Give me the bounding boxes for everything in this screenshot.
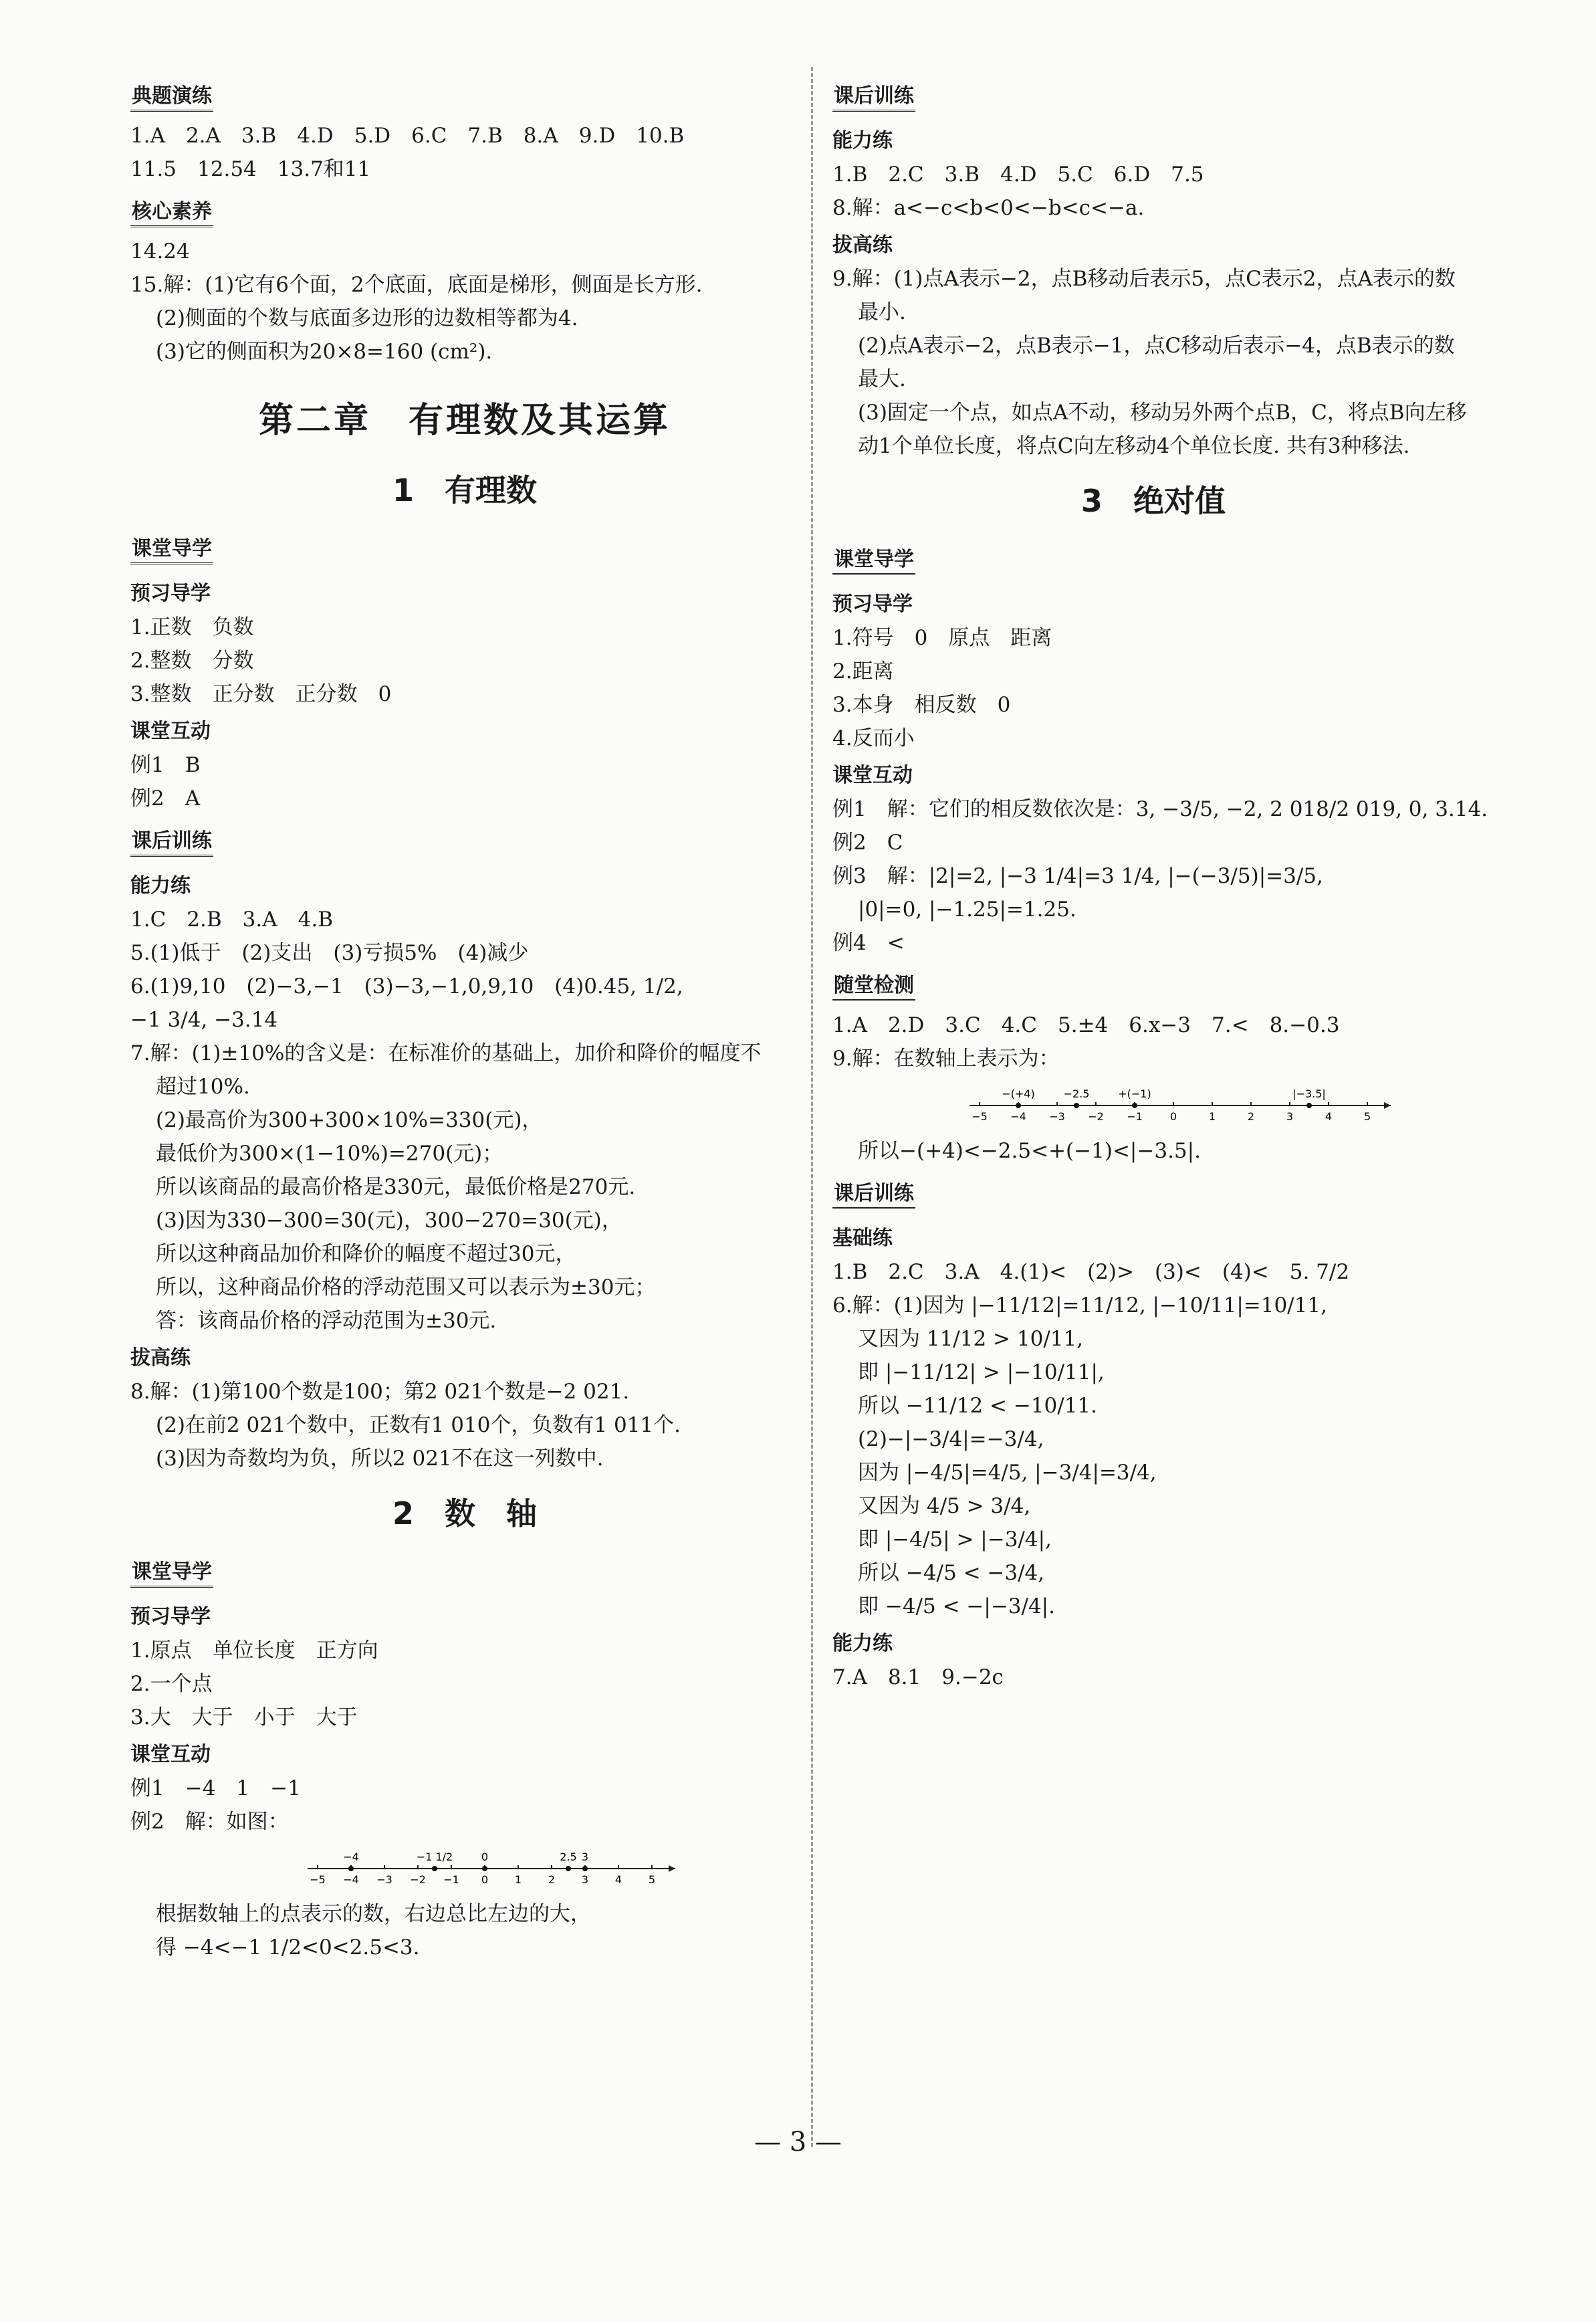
section-heading: 课后训练 bbox=[832, 1176, 915, 1209]
subsection-heading: 课堂互动 bbox=[130, 720, 211, 743]
answer-line: 例1 解：它们的相反数依次是：3, −3/5, −2, 2 018/2 019, 0, 3.14. bbox=[832, 797, 1488, 821]
number-line-point-label: −(+4) bbox=[1002, 1087, 1035, 1100]
section-heading: 课堂导学 bbox=[130, 1555, 213, 1588]
answer-line: 1.A 2.D 3.C 4.C 5.±4 6.x−3 7.< 8.−0.3 bbox=[832, 1013, 1340, 1037]
subsection-heading: 预习导学 bbox=[130, 582, 211, 605]
answer-line: 1.正数 负数 bbox=[130, 615, 254, 639]
answer-line: 例2 解：如图： bbox=[130, 1810, 289, 1834]
number-line-point bbox=[348, 1866, 354, 1871]
answer-line: (2)在前2 021个数中，正数有1 010个，负数有1 011个. bbox=[156, 1413, 681, 1437]
answer-line: 所以这种商品加价和降价的幅度不超过30元， bbox=[156, 1242, 576, 1266]
subsection-heading: 预习导学 bbox=[832, 593, 913, 616]
number-line-point-label: −2.5 bbox=[1063, 1087, 1090, 1100]
number-line-point bbox=[1016, 1103, 1021, 1108]
number-line-arrow bbox=[669, 1865, 675, 1872]
number-line-tick-label: 5 bbox=[648, 1873, 656, 1886]
answer-line: 2.整数 分数 bbox=[130, 649, 254, 673]
section-heading: 随堂检测 bbox=[832, 968, 915, 1001]
section-heading: 课堂导学 bbox=[832, 542, 915, 575]
section-heading: 课后训练 bbox=[130, 824, 213, 857]
number-line-tick-label: 3 bbox=[581, 1873, 589, 1886]
number-line-tick-label: −4 bbox=[343, 1873, 359, 1886]
number-line-tick-label: −3 bbox=[376, 1873, 392, 1886]
answer-line: 即 |−11/12| > |−10/11|, bbox=[858, 1360, 1105, 1384]
answer-line: 又因为 11/12 > 10/11, bbox=[858, 1327, 1084, 1351]
subsection-heading: 预习导学 bbox=[130, 1605, 211, 1628]
answer-line: 8.解：a<−c<b<0<−b<c<−a. bbox=[832, 196, 1145, 220]
subsection-heading: 课堂互动 bbox=[130, 1743, 211, 1766]
number-line-tick-label: 2 bbox=[548, 1873, 556, 1886]
number-line-tick-label: −5 bbox=[310, 1873, 326, 1886]
number-line-tick-label: −5 bbox=[972, 1110, 988, 1123]
answer-line: 1.原点 单位长度 正方向 bbox=[130, 1639, 378, 1663]
page-number: — 3 — bbox=[754, 2127, 842, 2157]
answer-line: 例1 −4 1 −1 bbox=[130, 1776, 301, 1800]
answer-line: 例2 C bbox=[832, 831, 903, 855]
answer-line: 4.反而小 bbox=[832, 726, 915, 750]
answer-line: 1.B 2.C 3.A 4.(1)< (2)> (3)< (4)< 5. 7/2 bbox=[832, 1260, 1350, 1284]
answer-line: (3)因为奇数均为负，所以2 021不在这一列数中. bbox=[156, 1447, 604, 1471]
number-line-point bbox=[1074, 1103, 1079, 1108]
answer-line: 根据数轴上的点表示的数，右边总比左边的大， bbox=[156, 1902, 591, 1926]
number-line-point-label: 0 bbox=[481, 1851, 489, 1863]
answer-line: 例3 解：|2|=2, |−3 1/4|=3 1/4, |−(−3/5)|=3/5, bbox=[832, 864, 1323, 888]
answer-line: 5.(1)低于 (2)支出 (3)亏损5% (4)减少 bbox=[130, 941, 529, 965]
answer-line: 例2 A bbox=[130, 786, 201, 811]
number-line-point-label: |−3.5| bbox=[1292, 1087, 1326, 1100]
number-line-tick-label: 1 bbox=[1208, 1110, 1216, 1123]
number-line-diagram bbox=[966, 1079, 1394, 1126]
number-line-point bbox=[1132, 1103, 1137, 1108]
section-heading: 核心素养 bbox=[130, 195, 213, 227]
answer-line: 3.本身 相反数 0 bbox=[832, 693, 1011, 717]
number-line-tick-label: −3 bbox=[1049, 1110, 1065, 1123]
answer-line: (2)侧面的个数与底面多边形的边数相等都为4. bbox=[156, 306, 578, 330]
answer-line: 最低价为300×(1−10%)=270(元)； bbox=[156, 1142, 503, 1166]
answer-line: 1.B 2.C 3.B 4.D 5.C 6.D 7.5 bbox=[832, 163, 1204, 187]
subsection-heading: 能力练 bbox=[832, 1632, 893, 1655]
number-line-point-label: 2.5 bbox=[560, 1851, 577, 1863]
section-heading: 课后训练 bbox=[832, 79, 915, 112]
lesson-title: 2 数 轴 bbox=[392, 1495, 537, 1532]
answer-line: 所以，这种商品价格的浮动范围又可以表示为±30元； bbox=[156, 1275, 656, 1299]
answer-line: (3)固定一个点，如点A不动，移动另外两个点B，C，将点B向左移 bbox=[858, 401, 1467, 425]
number-line-tick-label: 5 bbox=[1363, 1110, 1371, 1123]
subsection-heading: 课堂互动 bbox=[832, 764, 913, 787]
answer-line: 2.一个点 bbox=[130, 1672, 213, 1696]
answer-line: 1.符号 0 原点 距离 bbox=[832, 626, 1052, 650]
answer-line: 15.解：(1)它有6个面，2个底面，底面是梯形，侧面是长方形. bbox=[130, 273, 703, 297]
answer-line: 所以该商品的最高价格是330元，最低价格是270元. bbox=[156, 1175, 636, 1199]
answer-line: 1.A 2.A 3.B 4.D 5.D 6.C 7.B 8.A 9.D 10.B bbox=[130, 124, 685, 148]
answer-line: 所以 −11/12 < −10/11. bbox=[858, 1394, 1098, 1418]
number-line-arrow bbox=[1384, 1102, 1391, 1109]
subsection-heading: 拔高练 bbox=[130, 1346, 191, 1370]
answer-line: 因为 |−4/5|=4/5, |−3/4|=3/4, bbox=[858, 1461, 1157, 1485]
answer-line: (2)−|−3/4|=−3/4, bbox=[858, 1427, 1044, 1451]
answer-line: 即 |−4/5| > |−3/4|, bbox=[858, 1527, 1052, 1552]
answer-line: 3.整数 正分数 正分数 0 bbox=[130, 682, 392, 706]
answer-line: 例1 B bbox=[130, 753, 201, 777]
number-line-point bbox=[1306, 1103, 1312, 1108]
lesson-title: 1 有理数 bbox=[392, 472, 537, 508]
lesson-title: 3 绝对值 bbox=[1080, 483, 1226, 519]
answer-line: 得 −4<−1 1/2<0<2.5<3. bbox=[156, 1935, 420, 1960]
number-line-tick-label: 2 bbox=[1247, 1110, 1255, 1123]
number-line-point-label: 3 bbox=[581, 1851, 589, 1863]
number-line-point-label: −4 bbox=[343, 1851, 359, 1863]
column-divider bbox=[811, 67, 813, 2147]
answer-line: 即 −4/5 < −|−3/4|. bbox=[858, 1594, 1055, 1618]
answer-line: 最大. bbox=[858, 367, 906, 391]
answer-line: 超过10%. bbox=[156, 1075, 250, 1099]
number-line-point-label: −1 1/2 bbox=[416, 1851, 453, 1863]
number-line-tick-label: −2 bbox=[410, 1873, 426, 1886]
answer-line: 9.解：在数轴上表示为： bbox=[832, 1047, 1060, 1071]
answer-line: 又因为 4/5 > 3/4, bbox=[858, 1494, 1031, 1518]
answer-line: 所以 −4/5 < −3/4, bbox=[858, 1561, 1045, 1585]
subsection-heading: 能力练 bbox=[130, 874, 191, 898]
number-line-tick-label: 0 bbox=[481, 1873, 489, 1886]
answer-line: 答：该商品价格的浮动范围为±30元. bbox=[156, 1309, 497, 1333]
number-line-tick-label: −1 bbox=[443, 1873, 459, 1886]
answer-line: (3)因为330−300=30(元)，300−270=30(元)， bbox=[156, 1208, 622, 1233]
number-line-tick-label: 4 bbox=[614, 1873, 622, 1886]
answer-line: 8.解：(1)第100个数是100；第2 021个数是−2 021. bbox=[130, 1380, 630, 1404]
answer-line: (3)它的侧面积为20×8=160 (cm²). bbox=[156, 340, 493, 364]
answer-line: 6.解：(1)因为 |−11/12|=11/12, |−10/11|=10/11, bbox=[832, 1293, 1327, 1317]
subsection-heading: 拔高练 bbox=[832, 233, 893, 257]
number-line-tick-label: −4 bbox=[1010, 1110, 1026, 1123]
section-heading: 课堂导学 bbox=[130, 532, 213, 564]
number-line-point-label: +(−1) bbox=[1118, 1087, 1151, 1100]
left-column bbox=[130, 74, 799, 1968]
answer-line: |0|=0, |−1.25|=1.25. bbox=[858, 898, 1076, 922]
number-line-point bbox=[582, 1866, 588, 1871]
answer-line: 11.5 12.54 13.7和11 bbox=[130, 157, 371, 181]
answer-line: 最小. bbox=[858, 300, 906, 324]
number-line-tick-label: 4 bbox=[1325, 1110, 1333, 1123]
answer-line: 9.解：(1)点A表示−2，点B移动后表示5，点C表示2，点A表示的数 bbox=[832, 267, 1456, 291]
number-line-point bbox=[482, 1866, 487, 1871]
number-line-point bbox=[566, 1866, 571, 1871]
answer-line: −1 3/4, −3.14 bbox=[130, 1008, 278, 1032]
answer-line: (2)最高价为300+300×10%=330(元)， bbox=[156, 1108, 543, 1132]
right-column bbox=[832, 74, 1488, 1697]
number-line-point bbox=[432, 1866, 437, 1871]
number-line-tick-label: 3 bbox=[1286, 1110, 1294, 1123]
answer-line: 6.(1)9,10 (2)−3,−1 (3)−3,−1,0,9,10 (4)0.45, 1/2, bbox=[130, 974, 683, 998]
answer-line: 例4 < bbox=[832, 931, 905, 955]
answer-line: 7.A 8.1 9.−2c bbox=[832, 1665, 1004, 1689]
subsection-heading: 基础练 bbox=[832, 1227, 893, 1250]
chapter-title: 第二章 有理数及其运算 bbox=[258, 401, 671, 441]
number-line-tick-label: −2 bbox=[1088, 1110, 1104, 1123]
answer-line: 动1个单位长度，将点C向左移动4个单位长度. 共有3种移法. bbox=[858, 434, 1410, 458]
section-heading: 典题演练 bbox=[130, 79, 213, 112]
number-line-tick-label: 0 bbox=[1169, 1110, 1177, 1123]
answer-line: 14.24 bbox=[130, 239, 190, 263]
answer-line: 2.距离 bbox=[832, 659, 894, 683]
subsection-heading: 能力练 bbox=[832, 129, 893, 152]
answer-line: 所以−(+4)<−2.5<+(−1)<|−3.5|. bbox=[858, 1139, 1201, 1163]
number-line-tick-label: −1 bbox=[1127, 1110, 1143, 1123]
answer-line: 7.解：(1)±10%的含义是：在标准价的基础上，加价和降价的幅度不 bbox=[130, 1041, 762, 1065]
answer-line: 1.C 2.B 3.A 4.B bbox=[130, 908, 333, 932]
number-line-tick-label: 1 bbox=[514, 1873, 522, 1886]
answer-line: (2)点A表示−2，点B表示−1，点C移动后表示−4，点B表示的数 bbox=[858, 334, 1455, 358]
answer-line: 3.大 大于 小于 大于 bbox=[130, 1705, 358, 1729]
number-line-diagram bbox=[304, 1842, 679, 1889]
